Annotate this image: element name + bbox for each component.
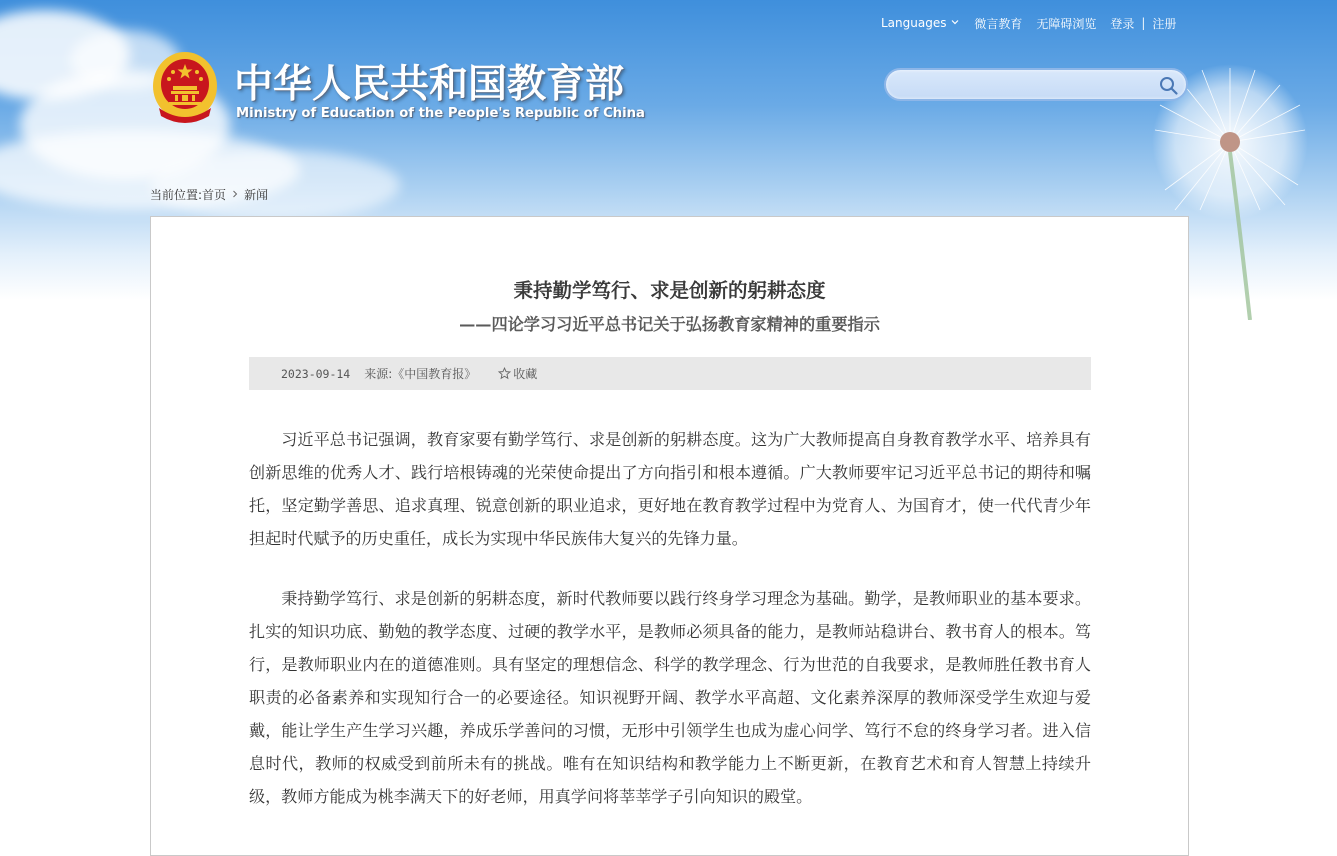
article-title: 秉持勤学笃行、求是创新的躬耕态度: [513, 279, 826, 302]
national-emblem-icon[interactable]: [151, 50, 219, 124]
languages-menu[interactable]: [881, 16, 960, 30]
article-body: [249, 423, 1091, 840]
link-separator: |: [1141, 16, 1146, 30]
star-icon: [498, 367, 511, 380]
article-source: 来源:《中国教育报》: [364, 367, 477, 381]
breadcrumb-prefix: 当前位置:: [150, 187, 203, 202]
search-input[interactable]: [898, 74, 1152, 98]
site-title[interactable]: 中华人民共和国教育部: [234, 62, 625, 107]
breadcrumb: [150, 186, 268, 202]
article-meta-bar: [249, 357, 1091, 390]
breadcrumb-news-link[interactable]: 新闻: [244, 187, 269, 202]
favorite-button[interactable]: [498, 365, 537, 382]
register-link[interactable]: 注册: [1152, 16, 1177, 31]
languages-label: Languages: [881, 16, 947, 30]
login-link[interactable]: 登录: [1110, 16, 1135, 31]
chevron-right-icon: [230, 189, 240, 199]
publish-date: 2023-09-14: [281, 366, 351, 381]
search-icon[interactable]: [1158, 75, 1180, 97]
breadcrumb-home-link[interactable]: 首页: [202, 187, 227, 202]
favorite-label: 收藏: [513, 367, 538, 381]
chevron-down-icon: [950, 17, 960, 27]
article-subtitle: ——四论学习习近平总书记关于弘扬教育家精神的重要指示: [459, 315, 880, 334]
weiyan-link[interactable]: 微言教育: [974, 16, 1023, 31]
search-box: [884, 68, 1188, 101]
accessibility-link[interactable]: 无障碍浏览: [1036, 16, 1097, 31]
site-subtitle: Ministry of Education of the People's Republic of China: [236, 106, 645, 121]
top-links-bar: [881, 14, 1176, 32]
article-paragraph: 习近平总书记强调，教育家要有勤学笃行、求是创新的躬耕态度。这为广大教师提高自身教育教学水平、培养具有创新思维的优秀人才、践行培根铸魂的光荣使命提出了方向指引和根本遵循。广大教师要牢记习近平总书记的期待和嘱托，坚定勤学善思、追求真理、锐意创新的职业追求，更好地在教育教学过程中为党育人、为国育才，使一代代青少年担起时代赋予的历史重任，成长为实现中华民族伟大复兴的先锋力量。: [249, 430, 1091, 548]
article-paragraph: 秉持勤学笃行、求是创新的躬耕态度，新时代教师要以践行终身学习理念为基础。勤学，是教师职业的基本要求。扎实的知识功底、勤勉的教学态度、过硬的教学水平，是教师必须具备的能力，是教师站稳讲台、教书育人的根本。笃行，是教师职业内在的道德准则。具有坚定的理想信念、科学的教学理念、行为世范的自我要求，是教师胜任教书育人职责的必备素养和实现知行合一的必要途径。知识视野开阔、教学水平高超、文化素养深厚的教师深受学生欢迎与爱戴，能让学生产生学习兴趣，养成乐学善问的习惯，无形中引领学生也成为虚心问学、笃行不怠的终身学习者。进入信息时代，教师的权威受到前所未有的挑战。唯有在知识结构和教学能力上不断更新，在教育艺术和育人智慧上持续升级，教师方能成为桃李满天下的好老师，用真学问将莘莘学子引向知识的殿堂。: [249, 589, 1091, 806]
article-container: [150, 216, 1189, 856]
